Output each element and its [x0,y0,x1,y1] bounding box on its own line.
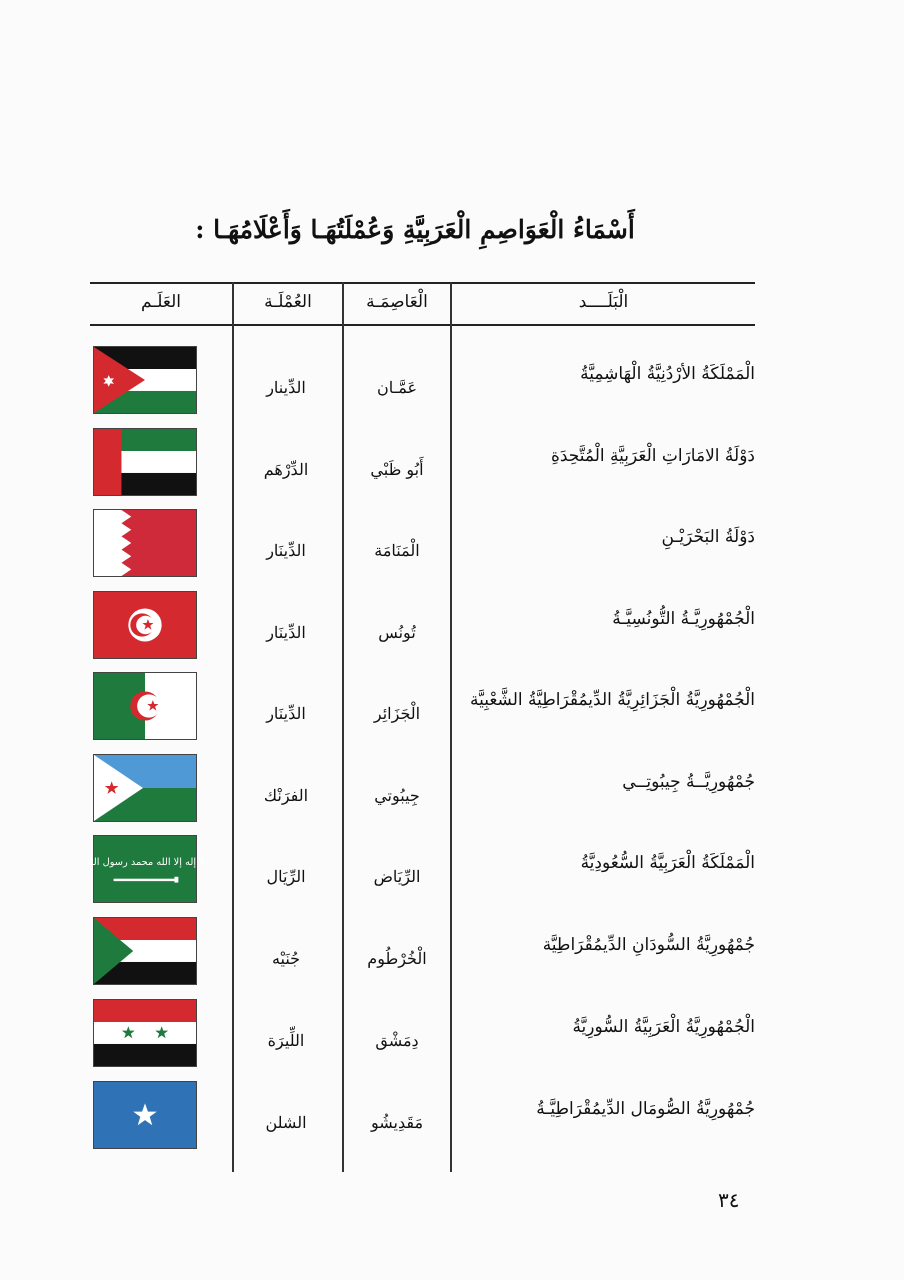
country-name: الْجُمْهُورِيَّـةُ التُّونُسِيَّـةُ [612,609,755,629]
capital-name: الْجَزَائِر [373,704,421,723]
country-name: جُمْهُورِيَّةُ السُّودَانِ الدِّيمُقْرَاطِيَّة [542,935,755,955]
page-number: ٣٤ [718,1188,740,1212]
country-name: جُمْهُورِيَّةُ الصُّومَال الدِّيمُقْرَاطِيَّـةُ [536,1099,755,1119]
capital-name: الْخُرْطُوم [367,949,427,968]
syria-flag-icon [93,999,197,1067]
header-country: الْبَلَــــد [578,292,629,312]
currency-name: الدِّينَار [266,623,306,642]
currency-name: الفرَنْك [263,786,309,805]
currency-name: الرِّيَال [266,867,306,886]
djibouti-flag-icon [93,754,197,822]
country-name: الْمَمْلَكَةُ الْعَرَبِيَّةُ السُّعُودِيَّةُ [580,853,755,873]
currency-name: الدِّينَار [266,704,306,723]
table-row [90,999,755,1069]
table-header-rule [90,324,755,326]
table-row [90,1081,755,1151]
capital-name: الرِّيَاض [373,867,421,886]
table-top-rule [90,282,755,284]
header-flag: العَلَـم [140,292,182,312]
table-row [90,754,755,824]
table-row [90,346,755,416]
tunisia-flag-icon [93,591,197,659]
country-name: دَوْلَةُ الامَارَاتِ الْعَرَبِيَّةِ الْمُتَّحِدَةِ [550,446,755,466]
capital-name: أَبُو ظَبْي [370,460,424,479]
country-name: الْجُمْهُورِيَّةُ الْعَرَبِيَّةُ السُّورِيَّةُ [572,1017,755,1037]
capital-name: الْمَنَامَة [374,541,420,560]
currency-name: الدِّينار [266,378,306,397]
capital-name: مَقَدِيشُو [370,1113,424,1132]
bahrain-flag-icon [93,509,197,577]
currency-name: جُنَيْه [271,949,301,968]
jordan-flag-icon [93,346,197,414]
table-row [90,672,755,742]
capital-name: عَمَّـان [376,378,418,397]
capital-name: جِيبُوتي [374,786,420,805]
sudan-flag-icon [93,917,197,985]
table-row [90,428,755,498]
country-name: الْجُمْهُورِيَّةُ الْجَزَائِرِيَّةُ الدِّيمُقْرَاطِيَّةُ الشَّعْبِيَّة [469,690,755,710]
country-name: دَوْلَةُ البَحْرَيْـنِ [661,527,755,547]
uae-flag-icon [93,428,197,496]
capital-name: تُونُس [378,623,416,642]
currency-name: الدِّرْهَم [263,460,309,479]
currency-name: الدِّينَار [266,541,306,560]
capital-name: دِمَشْق [375,1031,419,1050]
page-title: أَسْمَاءُ الْعَوَاصِمِ الْعَرَبِيَّةِ وَعُمْلَتُهَـا وَأَعْلَامُهَـا : [195,215,635,244]
table-row [90,917,755,987]
currency-name: اللِّيرَة [267,1031,305,1050]
saudi-flag-icon [85,835,205,903]
table-row [90,591,755,661]
saudi-shahada: لا إله إلا الله محمد رسول الله [85,857,205,869]
header-capital: الْعَاصِمَـة [366,292,428,312]
algeria-flag-icon [93,672,197,740]
currency-name: الشلن [265,1113,307,1132]
table-row [90,509,755,579]
somalia-flag-icon [93,1081,197,1149]
table-row [85,835,755,905]
country-name: جُمْهُورِيَّــةُ جِيبُوتِــي [622,772,755,792]
country-name: الْمَمْلَكَةُ الأرْدُنِيَّةُ الْهَاشِمِيَّةُ [580,364,755,384]
header-currency: العُمْلَـة [264,292,312,312]
